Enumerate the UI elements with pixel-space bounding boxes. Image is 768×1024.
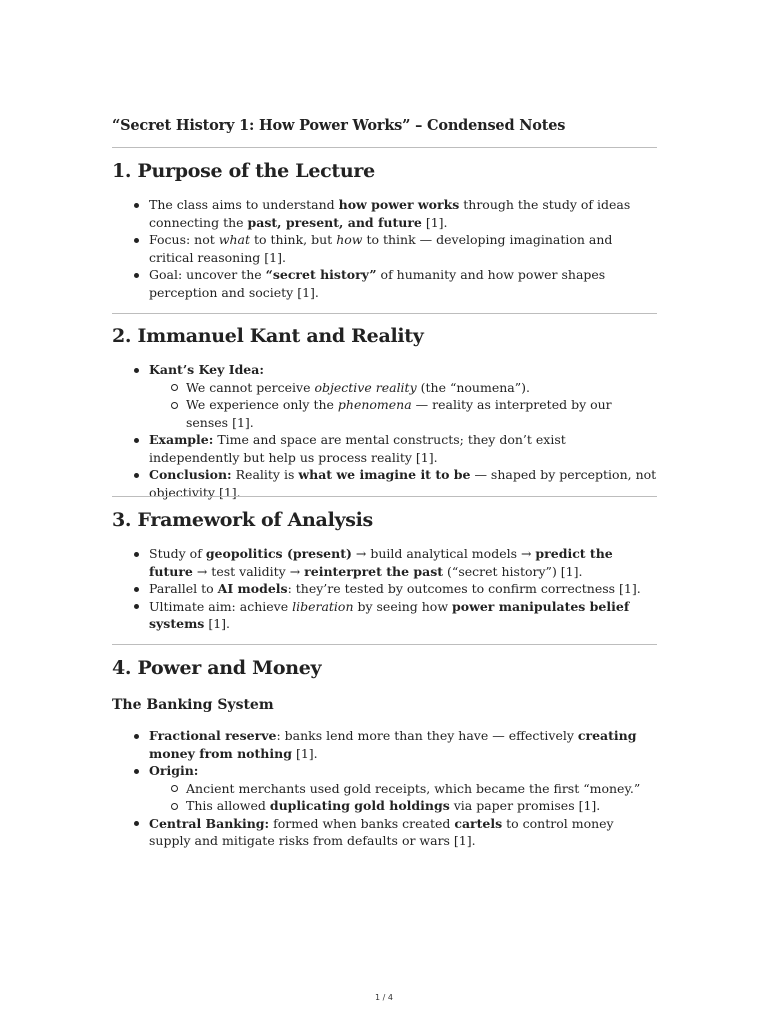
divider [112, 313, 657, 314]
document-title: “Secret History 1: How Power Works” – Condensed Notes [112, 117, 566, 134]
bullet-list [112, 727, 657, 850]
list-item: Central Banking: formed when banks created cartels to control money supply and mitigate risks from defaults or wars [1]. [112, 815, 657, 850]
bullet-list [112, 545, 657, 633]
page-number: 1 / 4 [375, 993, 393, 1002]
list-item: Conclusion: Reality is what we imagine it to be — shaped by perception, not objectivity [1]. [112, 466, 657, 501]
section-heading: 2. Immanuel Kant and Reality [112, 325, 424, 347]
list-item: Fractional reserve: banks lend more than they have — effectively creating money from nothing [1]. [112, 727, 657, 762]
section-heading: 3. Framework of Analysis [112, 509, 373, 531]
bullet-list [112, 361, 657, 501]
sub-list [149, 379, 657, 432]
subsection-heading: The Banking System [112, 697, 274, 713]
list-item: Study of geopolitics (present) → build analytical models → predict the future → test validity → reinterpret the past (“secret history”) [1]. [112, 545, 657, 580]
list-item: Focus: not what to think, but how to think — developing imagination and critical reasoning [1]. [112, 231, 657, 266]
section-heading: 4. Power and Money [112, 657, 322, 679]
list-item: This allowed duplicating gold holdings via paper promises [1]. [149, 797, 657, 815]
section-heading: 1. Purpose of the Lecture [112, 160, 375, 182]
divider [112, 147, 657, 148]
list-item: Origin: Ancient merchants used gold receipts, which became the first “money.” This allowed duplicating gold holdings via paper promises [1]. [112, 762, 657, 815]
bullet-list [112, 196, 657, 301]
list-item: The class aims to understand how power works through the study of ideas connecting the past, present, and future [1]. [112, 196, 657, 231]
list-item: Parallel to AI models: they’re tested by outcomes to confirm correctness [1]. [112, 580, 657, 598]
list-item: We experience only the phenomena — reality as interpreted by our senses [1]. [149, 396, 657, 431]
divider [112, 496, 657, 497]
divider [112, 644, 657, 645]
sub-list [149, 780, 657, 815]
list-item: Kant’s Key Idea: We cannot perceive objective reality (the “noumena”). We experience only the phenomena — reality as interpreted by our senses [1]. [112, 361, 657, 431]
list-item: Ancient merchants used gold receipts, which became the first “money.” [149, 780, 657, 798]
list-item: Example: Time and space are mental constructs; they don’t exist independently but help us process reality [1]. [112, 431, 657, 466]
list-item: We cannot perceive objective reality (the “noumena”). [149, 379, 657, 397]
list-item: Goal: uncover the “secret history” of humanity and how power shapes perception and society [1]. [112, 266, 657, 301]
list-item: Ultimate aim: achieve liberation by seeing how power manipulates belief systems [1]. [112, 598, 657, 633]
